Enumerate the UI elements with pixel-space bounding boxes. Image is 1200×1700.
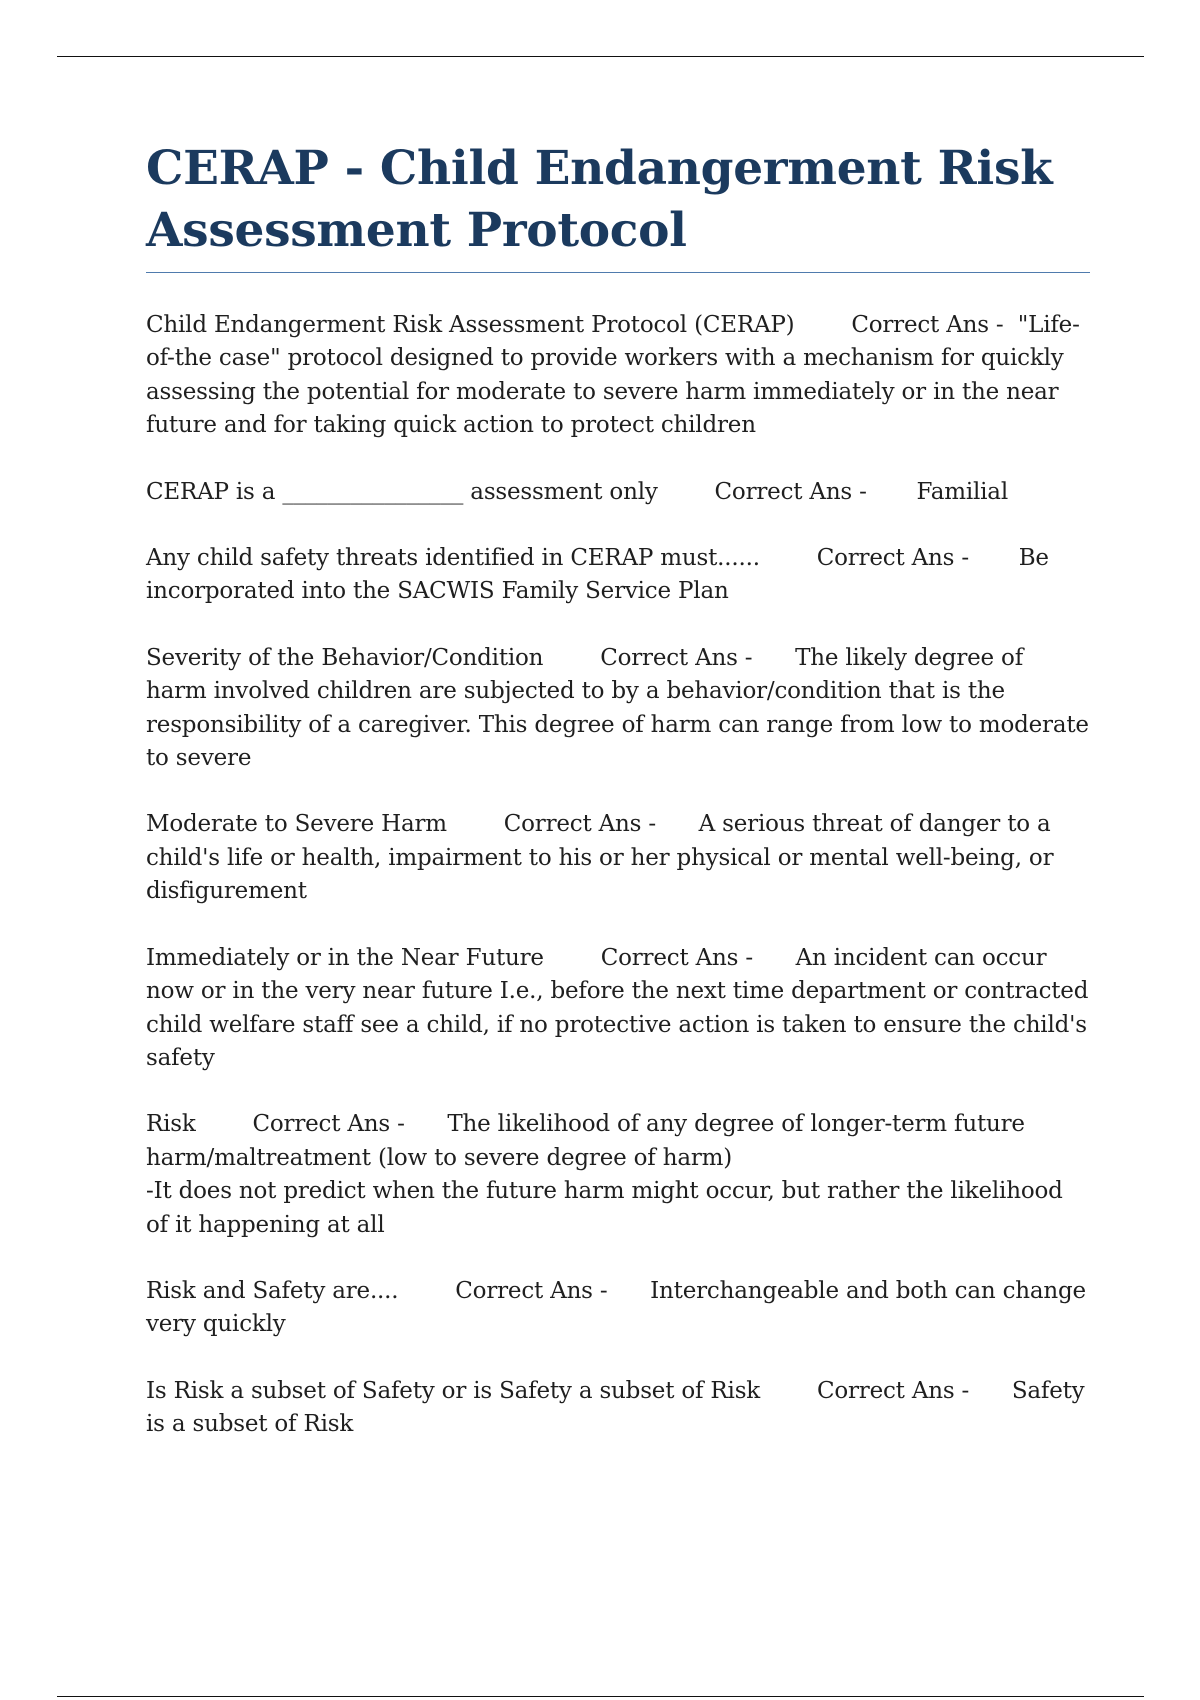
question-text: Any child safety threats identified in CERAP must......: [146, 545, 760, 572]
qa-item: [146, 1108, 1090, 1242]
question-text: Risk and Safety are....: [146, 1277, 399, 1304]
answer-text: Interchangeable and both can change very quickly: [146, 1277, 1086, 1338]
question-text: Child Endangerment Risk Assessment Protocol (CERAP): [146, 312, 795, 338]
document-body: [146, 138, 1090, 1475]
answer-text: Safety is a subset of Risk: [146, 1377, 1085, 1438]
answer-text: Be incorporated into the SACWIS Family Service Plan: [146, 545, 1049, 605]
correct-ans-label: Correct Ans -: [503, 811, 656, 838]
qa-item: [146, 1375, 1090, 1442]
qa-item: [146, 309, 1090, 443]
question-text: Risk: [146, 1111, 196, 1138]
bottom-rule: [57, 1696, 1144, 1697]
answer-text: "Life-of-the case" protocol designed to provide workers with a mechanism for quickly assessing the potential for moderate to severe harm immediately or in the near future and for taking quick action to protect children: [146, 312, 1080, 439]
qa-item: [146, 942, 1090, 1076]
answer-text: A serious threat of danger to a child's life or health, impairment to his or her physical or mental well-being, or disfigurement: [146, 811, 1054, 905]
correct-ans-label: Correct Ans -: [600, 944, 753, 971]
qa-list: [146, 309, 1090, 1442]
question-text: CERAP is a ________________ assessment only: [146, 478, 658, 505]
answer-text: An incident can occur now or in the very near future I.e., before the next time department or contracted child welfare staff see a child, if no protective action is taken to ensure the child's safety: [146, 944, 1089, 1071]
title-underline: [146, 272, 1090, 273]
answer-text: Familial: [916, 478, 1008, 505]
correct-ans-label: Correct Ans -: [816, 545, 969, 572]
qa-item: [146, 542, 1090, 609]
correct-ans-label: Correct Ans -: [851, 312, 1004, 338]
answer-text: The likelihood of any degree of longer-term future harm/maltreatment (low to severe degree of harm) -It does not predict when the future harm might occur, but rather the likelihood of it happening at all: [146, 1111, 1063, 1238]
correct-ans-label: Correct Ans -: [600, 644, 753, 671]
correct-ans-label: Correct Ans -: [816, 1377, 970, 1404]
question-text: Severity of the Behavior/Condition: [146, 644, 544, 671]
qa-item: [146, 642, 1090, 776]
question-text: Moderate to Severe Harm: [146, 811, 447, 838]
correct-ans-label: Correct Ans -: [455, 1277, 608, 1304]
qa-item: [146, 808, 1090, 908]
correct-ans-label: Correct Ans -: [252, 1111, 405, 1138]
top-rule: [57, 56, 1144, 57]
correct-ans-label: Correct Ans -: [714, 478, 867, 505]
page-title: CERAP - Child Endangerment Risk Assessment Protocol: [146, 141, 1053, 258]
question-text: Is Risk a subset of Safety or is Safety a subset of Risk: [146, 1377, 761, 1404]
answer-text: The likely degree of harm involved children are subjected to by a behavior/condition that is the responsibility of a caregiver. This degree of harm can range from low to moderate to severe: [146, 644, 1089, 772]
qa-item: [146, 476, 1090, 509]
question-text: Immediately or in the Near Future: [146, 944, 544, 971]
qa-item: [146, 1275, 1090, 1342]
